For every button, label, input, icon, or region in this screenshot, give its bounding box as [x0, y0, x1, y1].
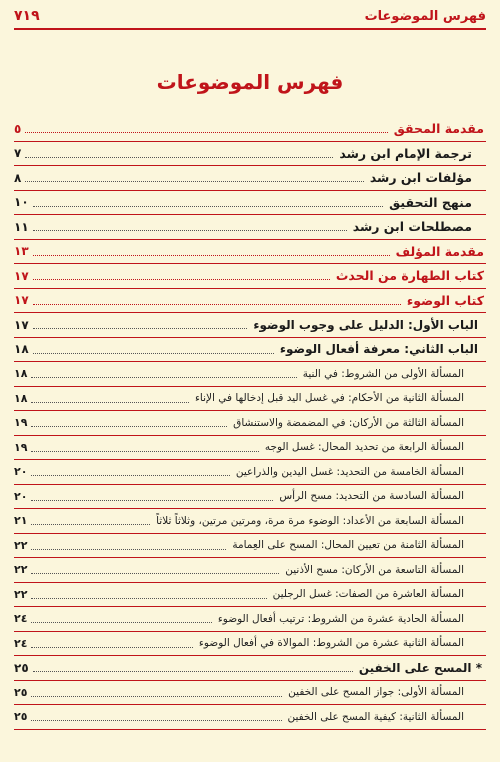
toc-entry — [14, 583, 486, 608]
toc-entry-page: ١٨ — [14, 391, 28, 405]
toc-entry-title: المسألة الأولى من الشروط: في النية — [302, 367, 464, 380]
dot-leader — [31, 598, 266, 599]
toc-entry-title: المسألة الأولى: جواز المسح على الخفين — [288, 686, 464, 699]
toc-entry — [14, 142, 486, 167]
toc-entry-title: المسألة الثانية من الأحكام: في غسل اليد قبل إدخالها في الإناء — [195, 392, 464, 405]
toc-entry — [14, 215, 486, 240]
page-header — [14, 6, 486, 26]
toc-entry-title: المسألة الخامسة من التحديد: غسل اليدين والذراعين — [235, 465, 464, 478]
dot-leader — [31, 573, 279, 574]
toc-entry-title: المسألة السادسة من التحديد: مسح الرأس — [279, 490, 464, 503]
toc-entry-page: ١٠ — [14, 195, 29, 210]
toc-entry-page: ١٨ — [14, 342, 29, 357]
running-title: فهرس الموضوعات — [364, 8, 486, 24]
toc-entry-page: ٥ — [14, 121, 22, 136]
toc-entry — [14, 509, 486, 534]
dot-leader — [31, 720, 281, 721]
toc-entry-page: ٧ — [14, 146, 22, 161]
toc-entry-page: ٢٠ — [14, 489, 28, 503]
dot-leader — [25, 157, 333, 158]
dot-leader — [31, 377, 296, 378]
toc-entry-title: الباب الأول: الدليل على وجوب الوضوء — [253, 317, 478, 332]
toc-entry-page: ٢٤ — [14, 612, 28, 626]
toc-entry-title: مؤلفات ابن رشد — [369, 170, 472, 186]
toc-entry-title: المسألة الرابعة من تحديد المحال: غسل الوجه — [264, 441, 464, 454]
toc-entry-title: مصطلحات ابن رشد — [352, 219, 472, 235]
toc-entry-title: المسألة الحادية عشرة من الشروط: ترتيب أفعال الوضوء — [217, 612, 464, 625]
toc-entry — [14, 705, 486, 730]
dot-leader — [33, 206, 383, 207]
toc-entry-page: ٢٥ — [14, 710, 28, 724]
toc-entry — [14, 632, 486, 657]
toc-entry-title: المسألة السابعة من الأعداد: الوضوء مرة مرة، ومرتين مرتين، وثلاثاً ثلاثاً — [156, 514, 464, 527]
dot-leader — [33, 279, 330, 280]
toc-entry — [14, 362, 486, 387]
dot-leader — [33, 304, 401, 305]
toc-entry — [14, 313, 486, 338]
dot-leader — [31, 426, 227, 427]
dot-leader — [31, 500, 273, 501]
toc-entry-page: ١١ — [14, 219, 29, 234]
toc-entry-page: ١٧ — [14, 268, 29, 283]
toc-entry-page: ١٩ — [14, 416, 28, 430]
toc-entry-title: كتاب الطهارة من الحدث — [335, 268, 484, 284]
toc-entry-page: ٢٥ — [14, 660, 29, 675]
dot-leader — [33, 230, 347, 231]
toc-entry-title: المسألة العاشرة من الصفات: غسل الرجلين — [272, 588, 464, 601]
dot-leader — [31, 402, 189, 403]
toc-entry — [14, 681, 486, 706]
dot-leader — [33, 353, 274, 354]
toc-entry-title: المسألة الثامنة من تعيين المحال: المسح على العِمامة — [232, 539, 464, 552]
toc-entry-title: مقدمة المحقق — [393, 121, 484, 137]
toc-entry-title: كتاب الوضوء — [406, 292, 484, 308]
toc-entry — [14, 607, 486, 632]
toc-entry — [14, 534, 486, 559]
toc-entry — [14, 166, 486, 191]
toc-entry-title: ترجمة الإمام ابن رشد — [339, 145, 472, 161]
toc-entry-page: ٢١ — [14, 514, 28, 528]
toc-entry — [14, 240, 486, 265]
toc-entry — [14, 656, 486, 681]
dot-leader — [31, 549, 226, 550]
toc-entry-title: المسألة التاسعة من الأركان: مسح الأذنين — [285, 563, 464, 576]
dot-leader — [33, 328, 248, 329]
dot-leader — [31, 622, 211, 623]
toc-entry — [14, 558, 486, 583]
dot-leader — [33, 671, 353, 672]
toc-entry-title: الباب الثاني: معرفة أفعال الوضوء — [279, 342, 478, 357]
toc-entry — [14, 411, 486, 436]
toc-entry-page: ١٧ — [14, 317, 29, 332]
toc-entry-title: المسألة الثالثة من الأركان: في المضمضة والاستنشاق — [233, 416, 464, 429]
table-of-contents — [14, 117, 486, 730]
dot-leader — [31, 451, 258, 452]
toc-entry-page: ٢٢ — [14, 587, 28, 601]
toc-entry-page: ٢٢ — [14, 563, 28, 577]
toc-entry — [14, 191, 486, 216]
toc-entry-page: ٢٠ — [14, 465, 28, 479]
toc-entry — [14, 264, 486, 289]
toc-entry — [14, 338, 486, 363]
dot-leader — [25, 132, 387, 133]
dot-leader — [31, 524, 150, 525]
dot-leader — [31, 696, 282, 697]
toc-entry — [14, 289, 486, 314]
toc-entry-page: ١٣ — [14, 244, 29, 259]
toc-entry — [14, 387, 486, 412]
toc-entry — [14, 485, 486, 510]
toc-entry — [14, 460, 486, 485]
toc-entry-page: ١٧ — [14, 293, 29, 308]
dot-leader — [25, 181, 364, 182]
toc-entry-page: ٨ — [14, 170, 22, 185]
toc-entry-page: ٢٤ — [14, 636, 28, 650]
dot-leader — [31, 647, 192, 648]
toc-entry-page: ٢٢ — [14, 538, 28, 552]
toc-entry — [14, 436, 486, 461]
toc-entry-page: ٢٥ — [14, 685, 28, 699]
toc-entry-page: ١٩ — [14, 440, 28, 454]
toc-entry — [14, 117, 486, 142]
page-title: فهرس الموضوعات — [156, 70, 344, 94]
toc-entry-title: مقدمة المؤلف — [395, 243, 484, 259]
toc-entry-title: * المسح على الخفين — [358, 660, 482, 675]
toc-entry-title: المسألة الثانية: كيفية المسح على الخفين — [287, 710, 464, 723]
toc-entry-title: منهج التحقيق — [389, 194, 472, 210]
header-rule — [14, 28, 486, 30]
dot-leader — [31, 475, 229, 476]
dot-leader — [33, 255, 390, 256]
page-number: ٧١٩ — [14, 8, 40, 24]
toc-entry-page: ١٨ — [14, 367, 28, 381]
toc-entry-title: المسألة الثانية عشرة من الشروط: الموالاة في أفعال الوضوء — [198, 637, 464, 650]
